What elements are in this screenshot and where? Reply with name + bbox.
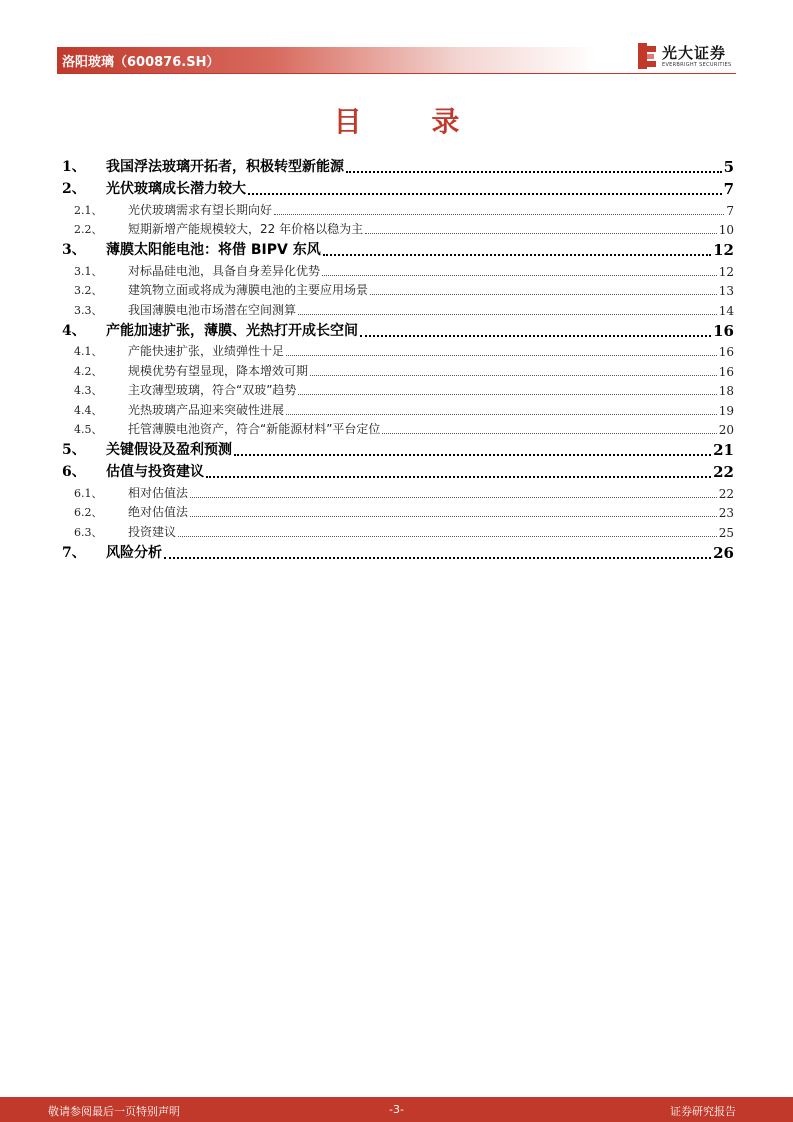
toc-subsection[interactable] [60, 379, 734, 399]
toc-leader-dots [382, 423, 716, 434]
toc-page-number: 5 [723, 158, 734, 176]
toc-subsection[interactable] [60, 198, 734, 218]
toc-page-number: 20 [718, 423, 734, 437]
footer-page-number: -3- [389, 1103, 404, 1116]
toc-page-number: 25 [718, 525, 734, 540]
toc-label: 建筑物立面或将成为薄膜电池的主要应用场景 [128, 283, 369, 297]
toc-label: 产能快速扩张，业绩弹性十足 [128, 344, 285, 358]
toc-number: 3、 [62, 242, 86, 258]
toc-label: 风险分析 [106, 544, 162, 561]
toc-subsection[interactable] [60, 481, 734, 501]
toc-page-number: 22 [713, 463, 734, 481]
toc-leader-dots [323, 242, 711, 256]
toc-label: 相对估值法 [128, 485, 189, 500]
toc-number: 2.1、 [74, 203, 103, 217]
toc-label: 规模优势有望显现，降本增效可期 [128, 363, 309, 378]
footer-disclaimer: 敬请参阅最后一页特别声明 [48, 1105, 180, 1118]
everbright-logo-icon [636, 42, 658, 70]
toc-page-number: 10 [718, 223, 734, 237]
toc-number: 6、 [62, 464, 86, 480]
toc-leader-dots [346, 159, 722, 173]
toc-page-number: 23 [718, 506, 734, 520]
toc-label: 薄膜太阳能电池：将借 BIPV 东风 [106, 242, 321, 258]
toc-page-number: 7 [723, 180, 734, 198]
toc-label: 光热玻璃产品迎来突破性进展 [128, 402, 285, 417]
toc-subsection[interactable] [60, 398, 734, 418]
toc-subsection[interactable] [60, 340, 734, 360]
toc-subsection[interactable] [60, 298, 734, 318]
toc-leader-dots [365, 223, 717, 234]
toc-number: 4.5、 [74, 423, 103, 436]
toc-leader-dots [190, 487, 717, 498]
toc-page-number: 12 [718, 264, 734, 279]
toc-page-number: 22 [718, 486, 734, 501]
toc-leader-dots [286, 345, 717, 356]
toc-page-number: 14 [718, 303, 734, 318]
toc-number: 5、 [62, 442, 86, 458]
toc-section[interactable] [60, 237, 734, 259]
toc-leader-dots [248, 181, 722, 195]
toc-page-number: 16 [718, 345, 734, 359]
toc-label: 光伏玻璃成长潜力较大 [106, 181, 246, 197]
toc-number: 7、 [62, 544, 86, 561]
toc-leader-dots [286, 404, 717, 415]
page-title: 目 录 [333, 105, 490, 138]
toc-page-number: 16 [718, 364, 734, 379]
toc-subsection[interactable] [60, 279, 734, 299]
toc-subsection[interactable] [60, 418, 734, 438]
toc-section[interactable] [60, 318, 734, 340]
toc-label: 对标晶硅电池，具备自身差异化优势 [128, 263, 321, 278]
toc-number: 6.2、 [74, 506, 103, 519]
company-label: 洛阳玻璃（600876.SH） [62, 55, 220, 70]
toc-leader-dots [164, 545, 711, 559]
toc-page-number: 19 [718, 403, 734, 418]
toc-number: 4.3、 [74, 384, 103, 397]
toc-subsection[interactable] [60, 218, 734, 238]
toc-page-number: 21 [713, 441, 734, 459]
toc-leader-dots [274, 204, 724, 215]
toc-leader-dots [310, 365, 717, 376]
toc-number: 6.3、 [74, 525, 103, 539]
toc-leader-dots [234, 442, 711, 456]
toc-label: 托管薄膜电池资产，符合“新能源材料”平台定位 [128, 422, 381, 436]
toc-subsection[interactable] [60, 501, 734, 521]
toc-leader-dots [190, 506, 717, 517]
toc-page-number: 26 [713, 543, 734, 562]
toc-number: 4.2、 [74, 364, 103, 378]
toc-page-number: 16 [713, 321, 734, 340]
toc-subsection[interactable] [60, 359, 734, 379]
toc-number: 4.1、 [74, 345, 103, 358]
toc-label: 短期新增产能规模较大，22 年价格以稳为主 [128, 222, 364, 236]
toc-number: 4、 [62, 322, 86, 339]
toc-label: 投资建议 [128, 524, 177, 539]
toc-page-number: 18 [718, 384, 734, 398]
toc-subsection[interactable] [60, 259, 734, 279]
logo-text-cn: 光大证券 [662, 44, 727, 62]
toc-leader-dots [206, 464, 711, 478]
header-divider [57, 73, 736, 74]
toc-page-number: 7 [726, 203, 734, 218]
toc-label: 产能加速扩张，薄膜、光热打开成长空间 [106, 322, 358, 339]
toc-leader-dots [322, 265, 717, 276]
toc-leader-dots [370, 284, 717, 295]
footer-report-type: 证券研究报告 [670, 1105, 736, 1118]
toc-label: 绝对估值法 [128, 505, 189, 519]
toc-number: 2.2、 [74, 223, 103, 236]
toc-section[interactable] [60, 176, 734, 198]
toc-page-number: 12 [713, 241, 734, 259]
toc-section[interactable] [60, 459, 734, 481]
toc-number: 4.4、 [74, 403, 103, 417]
toc-section[interactable] [60, 437, 734, 459]
toc-label: 估值与投资建议 [106, 464, 204, 480]
toc-number: 3.3、 [74, 303, 103, 317]
toc-subsection[interactable] [60, 520, 734, 540]
table-of-contents [60, 154, 734, 562]
toc-leader-dots [360, 323, 711, 337]
toc-number: 2、 [62, 181, 86, 197]
toc-label: 光伏玻璃需求有望长期向好 [128, 202, 273, 217]
toc-number: 3.1、 [74, 264, 103, 278]
toc-label: 主攻薄型玻璃，符合“双玻”趋势 [128, 383, 297, 397]
toc-leader-dots [298, 384, 716, 395]
company-logo [636, 42, 736, 72]
toc-number: 1、 [62, 159, 86, 175]
toc-label: 我国薄膜电池市场潜在空间测算 [128, 302, 297, 317]
toc-section[interactable] [60, 540, 734, 562]
toc-label: 我国浮法玻璃开拓者，积极转型新能源 [106, 159, 344, 175]
toc-number: 3.2、 [74, 284, 103, 297]
toc-leader-dots [298, 304, 717, 315]
toc-label: 关键假设及盈利预测 [106, 442, 232, 458]
toc-leader-dots [178, 526, 717, 537]
toc-section[interactable] [60, 154, 734, 176]
toc-page-number: 13 [718, 284, 734, 298]
toc-number: 6.1、 [74, 486, 103, 500]
logo-text-en: EVERBRIGHT SECURITIES [662, 62, 732, 68]
